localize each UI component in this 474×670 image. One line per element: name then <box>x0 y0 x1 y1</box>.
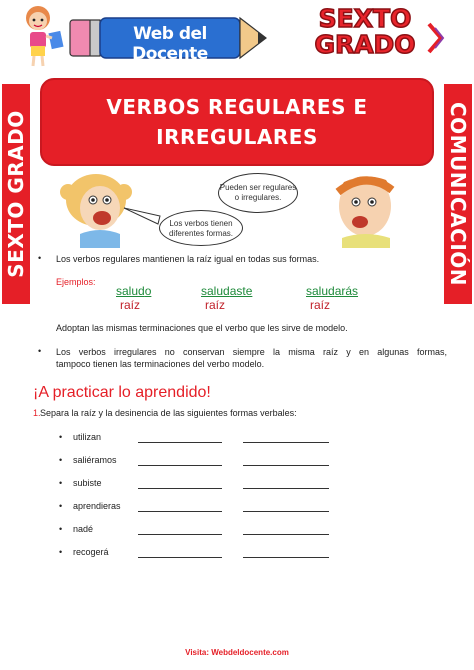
title-line-1: VERBOS REGULARES E <box>106 95 368 119</box>
exercise-verb: nadé <box>73 524 94 534</box>
side-band-left-label: SEXTO GRADO <box>4 110 28 278</box>
question-number: 1. <box>33 408 41 418</box>
adoptan-text: Adoptan las mismas terminaciones que el verbo que les sirve de modelo. <box>56 323 348 333</box>
example-2-root: salud <box>201 284 230 298</box>
exercise-verb: aprendieras <box>73 501 121 511</box>
example-word-2 <box>201 284 252 298</box>
exercise-bullet: • <box>59 455 63 465</box>
teacher-girl-logo <box>10 2 70 70</box>
chevron-right-icon <box>425 20 447 56</box>
exercise-row <box>0 432 474 446</box>
side-band-right-label: COMUNICACIÓN <box>446 101 470 287</box>
side-band-right <box>444 84 472 304</box>
exercise-row <box>0 501 474 515</box>
example-2-ending: aste <box>229 284 253 298</box>
page-title <box>42 92 432 152</box>
example-2-root-label: raíz <box>205 298 226 312</box>
answer-blank-root[interactable] <box>138 557 222 558</box>
exercise-verb: saliéramos <box>73 455 117 465</box>
question-text: Separa la raíz y la desinencia de las siguientes formas verbales: <box>40 408 297 418</box>
answer-blank-ending[interactable] <box>243 442 329 443</box>
answer-blank-root[interactable] <box>138 534 222 535</box>
irregular-verbs-line-2: tampoco tienen las terminaciones del verbo modelo. <box>56 359 265 369</box>
grade-title <box>290 6 440 58</box>
answer-blank-ending[interactable] <box>243 534 329 535</box>
bubble-right-line-2: o irregulares. <box>234 193 282 202</box>
exercise-row <box>0 524 474 538</box>
example-word-1 <box>116 284 151 298</box>
bubble-right-line-1: Pueden ser regulares <box>219 183 297 192</box>
bubble-left-line-1: Los verbos tienen <box>169 219 233 228</box>
exercise-row <box>0 478 474 492</box>
side-band-left <box>2 84 30 304</box>
exercise-bullet: • <box>59 432 63 442</box>
exercise-verb: subiste <box>73 478 102 488</box>
bullet-regular: • <box>38 253 42 263</box>
answer-blank-ending[interactable] <box>243 511 329 512</box>
footer-link[interactable]: Visita: Webdeldocente.com <box>185 648 289 657</box>
speech-bubble-right <box>218 173 298 213</box>
answer-blank-ending[interactable] <box>243 488 329 489</box>
exercise-bullet: • <box>59 524 63 534</box>
example-1-root: salud <box>116 284 145 298</box>
irregular-verbs-line-1: Los verbos irregulares no conservan siempre la misma raíz y en algunas formas, <box>56 347 447 357</box>
answer-blank-root[interactable] <box>138 442 222 443</box>
example-3-ending: arás <box>334 284 359 298</box>
exercise-verb: utilizan <box>73 432 102 442</box>
exercise-bullet: • <box>59 478 63 488</box>
grade-line-1: SEXTO <box>318 4 412 33</box>
examples-label: Ejemplos: <box>56 277 96 287</box>
answer-blank-root[interactable] <box>138 511 222 512</box>
answer-blank-root[interactable] <box>138 488 222 489</box>
practice-heading: ¡A practicar lo aprendido! <box>33 384 211 401</box>
grade-line-2: GRADO <box>314 30 416 59</box>
exercise-bullet: • <box>59 501 63 511</box>
bullet-irregular: • <box>38 346 42 356</box>
exercise-row <box>0 455 474 469</box>
answer-blank-ending[interactable] <box>243 465 329 466</box>
example-1-ending: o <box>144 284 152 298</box>
example-word-3 <box>306 284 358 298</box>
exercise-verb: recogerá <box>73 547 109 557</box>
title-line-2: IRREGULARES <box>156 125 318 149</box>
answer-blank-ending[interactable] <box>243 557 329 558</box>
example-3-root: salud <box>306 284 335 298</box>
speech-bubble-left <box>159 210 243 246</box>
example-3-root-label: raíz <box>310 298 331 312</box>
exercise-row <box>0 547 474 561</box>
site-name: Web del Docente <box>132 24 208 64</box>
answer-blank-root[interactable] <box>138 465 222 466</box>
exercise-bullet: • <box>59 547 63 557</box>
regular-verbs-text: Los verbos regulares mantienen la raíz igual en todas sus formas. <box>56 254 320 264</box>
bubble-left-line-2: diferentes formas. <box>168 229 234 238</box>
title-box <box>40 78 434 166</box>
example-1-root-label: raíz <box>120 298 141 312</box>
